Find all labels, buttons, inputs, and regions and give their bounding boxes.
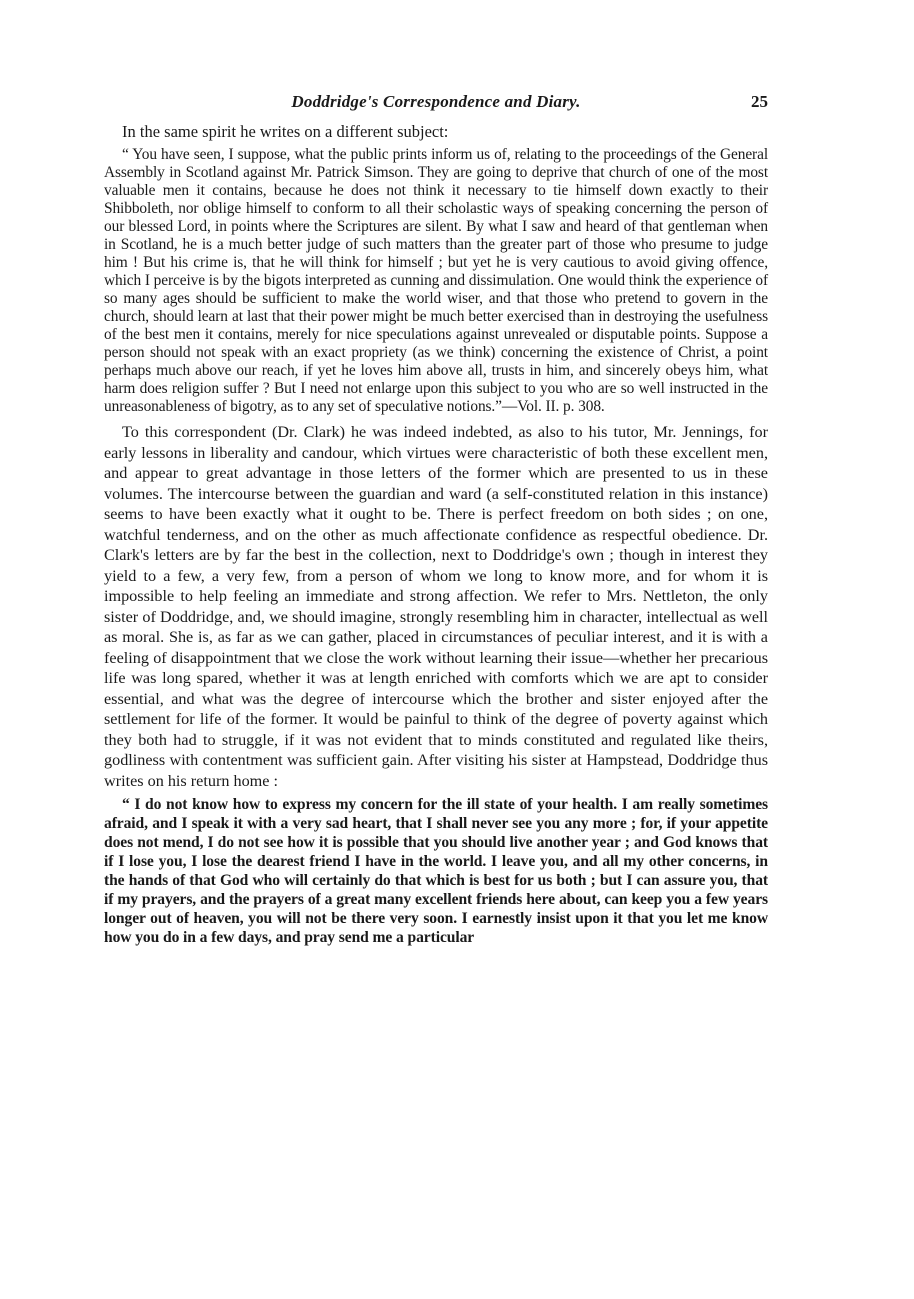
page-number: 25 [751, 92, 768, 111]
intro-line: In the same spirit he writes on a different subject: [122, 122, 449, 141]
quoted-letter-simson: “ You have seen, I suppose, what the public prints inform us of, relating to the proceedings of the General Assembly in Scotland against Mr. Patrick Simson. They are going to deprive that church of one of the most valuable men it contains, because he does not think it necessary to tie himself down exactly to their Shibboleth, nor oblige himself to conform to all their scholastic ways of speaking concerning the person of our blessed Lord, in points where the Scriptures are silent. By what I saw and heard of that gentleman when in Scotland, he is a much better judge of such matters than the greater part of those who presume to judge him ! But his crime is, that he will think for himself ; but yet he is very cautious to avoid giving offence, which I perceive is by the bigots interpreted as cunning and dissimulation. One would think the experience of so many ages should be sufficient to make the world wiser, and that those who pretend to govern in the church, should learn at last that their power might be much better exercised than in destroying the usefulness of the best men it contains, merely for nice speculations against unrevealed or disputable points. Suppose a person should not speak with an exact propriety (as we think) concerning the existence of Christ, a point perhaps much above our reach, if yet he loves him above all, trusts in him, and sincerely obeys him, what harm does religion suffer ? But I need not enlarge upon this subject to you who are so well instructed in the unreasonableness of bigotry, as to any set of speculative notions.”—Vol. II. p. 308. [104, 146, 768, 415]
body-paragraph: To this correspondent (Dr. Clark) he was indeed indebted, as also to his tutor, Mr. Jennings, for early lessons in liberality and candour, which virtues were characteristic of both these excellent men, and appear to great advantage in those letters of the former which are presented to us in these volumes. The intercourse between the guardian and ward (a self-constituted relation in this instance) seems to have been exactly what it ought to be. There is perfect freedom on both sides ; on one, watchful tenderness, and on the other as much affectionate confidence as respectful obedience. Dr. Clark's letters are by far the best in the collection, next to Doddridge's own ; though in interest they yield to a few, a very few, from a person of whom we long to know more, and for whom it is impossible to help feeling an immediate and strong affection. We refer to Mrs. Nettleton, the only sister of Doddridge, and, we should imagine, strongly resembling him in character, intellectual as well as moral. She is, as far as we can gather, placed in circumstances of peculiar interest, and it is with a feeling of disappointment that we close the work without learning their issue—whether her precarious life was long spared, whether it was at length enriched with comforts which we are apt to consider essential, and what was the degree of intercourse which the brother and sister enjoyed after the settlement for life of the former. It would be painful to think of the degree of poverty against which they both had to struggle, if it was not evident that to minds constituted and regulated like theirs, godliness with contentment was sufficient gain. After visiting his sister at Hampstead, Doddridge thus writes on his return home : [104, 423, 768, 790]
quoted-letter-to-sister: “ I do not know how to express my concern for the ill state of your health. I am really sometimes afraid, and I speak it with a very sad heart, that I shall never see you any more ; for, if your appetite does not mend, I do not see how it is possible that you should live another year ; and God knows that if I lose you, I lose the dearest friend I have in the world. I leave you, and all my other concerns, in the hands of that God who will certainly do that which is best for us both ; but I can assure you, that if my prayers, and the prayers of a great many excellent friends here about, can keep you a few years longer out of heaven, you will not be there very soon. I earnestly insist upon it that you let me know how you do in a few days, and pray send me a particular [104, 796, 768, 946]
running-title: Doddridge's Correspondence and Diary. [291, 92, 581, 111]
book-page [104, 92, 768, 947]
running-head [104, 92, 768, 118]
